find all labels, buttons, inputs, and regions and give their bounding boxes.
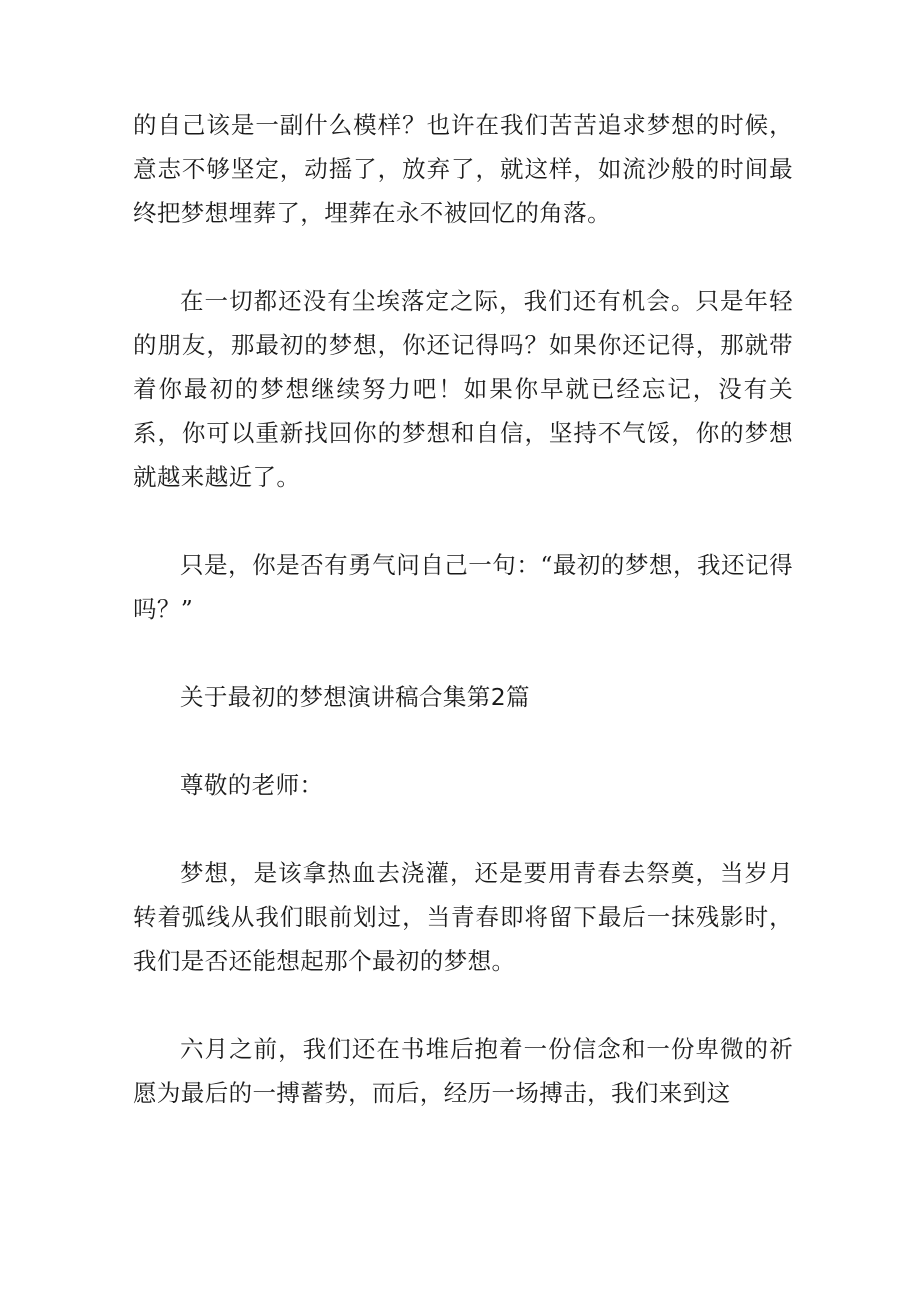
paragraph-continuation: 的自己该是一副什么模样？也许在我们苦苦追求梦想的时候，意志不够坚定，动摇了，放弃了，就这样，如流沙般的时间最终把梦想埋葬了，埋葬在永不被回忆的角落。: [133, 111, 793, 227]
section-heading: 关于最初的梦想演讲稿合集第2篇: [180, 683, 530, 711]
salutation: 尊敬的老师：: [180, 771, 324, 799]
paragraph-gap: [133, 719, 793, 763]
paragraph-gap: [133, 499, 793, 543]
document-page: [133, 103, 793, 1115]
paragraph-question: 只是，你是否有勇气问自己一句：“最初的梦想，我还记得吗？”: [133, 551, 793, 623]
paragraph-gap: [133, 807, 793, 851]
paragraph-gap: [133, 631, 793, 675]
paragraph-june: 六月之前，我们还在书堆后抱着一份信念和一份卑微的祈愿为最后的一搏蓄势，而后，经历一场搏击，我们来到这: [133, 1035, 793, 1107]
paragraph-gap: [133, 235, 793, 279]
paragraph-gap: [133, 983, 793, 1027]
paragraph-opportunity: 在一切都还没有尘埃落定之际，我们还有机会。只是年轻的朋友，那最初的梦想，你还记得吗？如果你还记得，那就带着你最初的梦想继续努力吧！如果你早就已经忘记，没有关系，你可以重新找回你的梦想和自信，坚持不气馁，你的梦想就越来越近了。: [133, 287, 793, 491]
paragraph-dream: 梦想，是该拿热血去浇灌，还是要用青春去祭奠，当岁月转着弧线从我们眼前划过，当青春即将留下最后一抹残影时，我们是否还能想起那个最初的梦想。: [133, 859, 793, 975]
